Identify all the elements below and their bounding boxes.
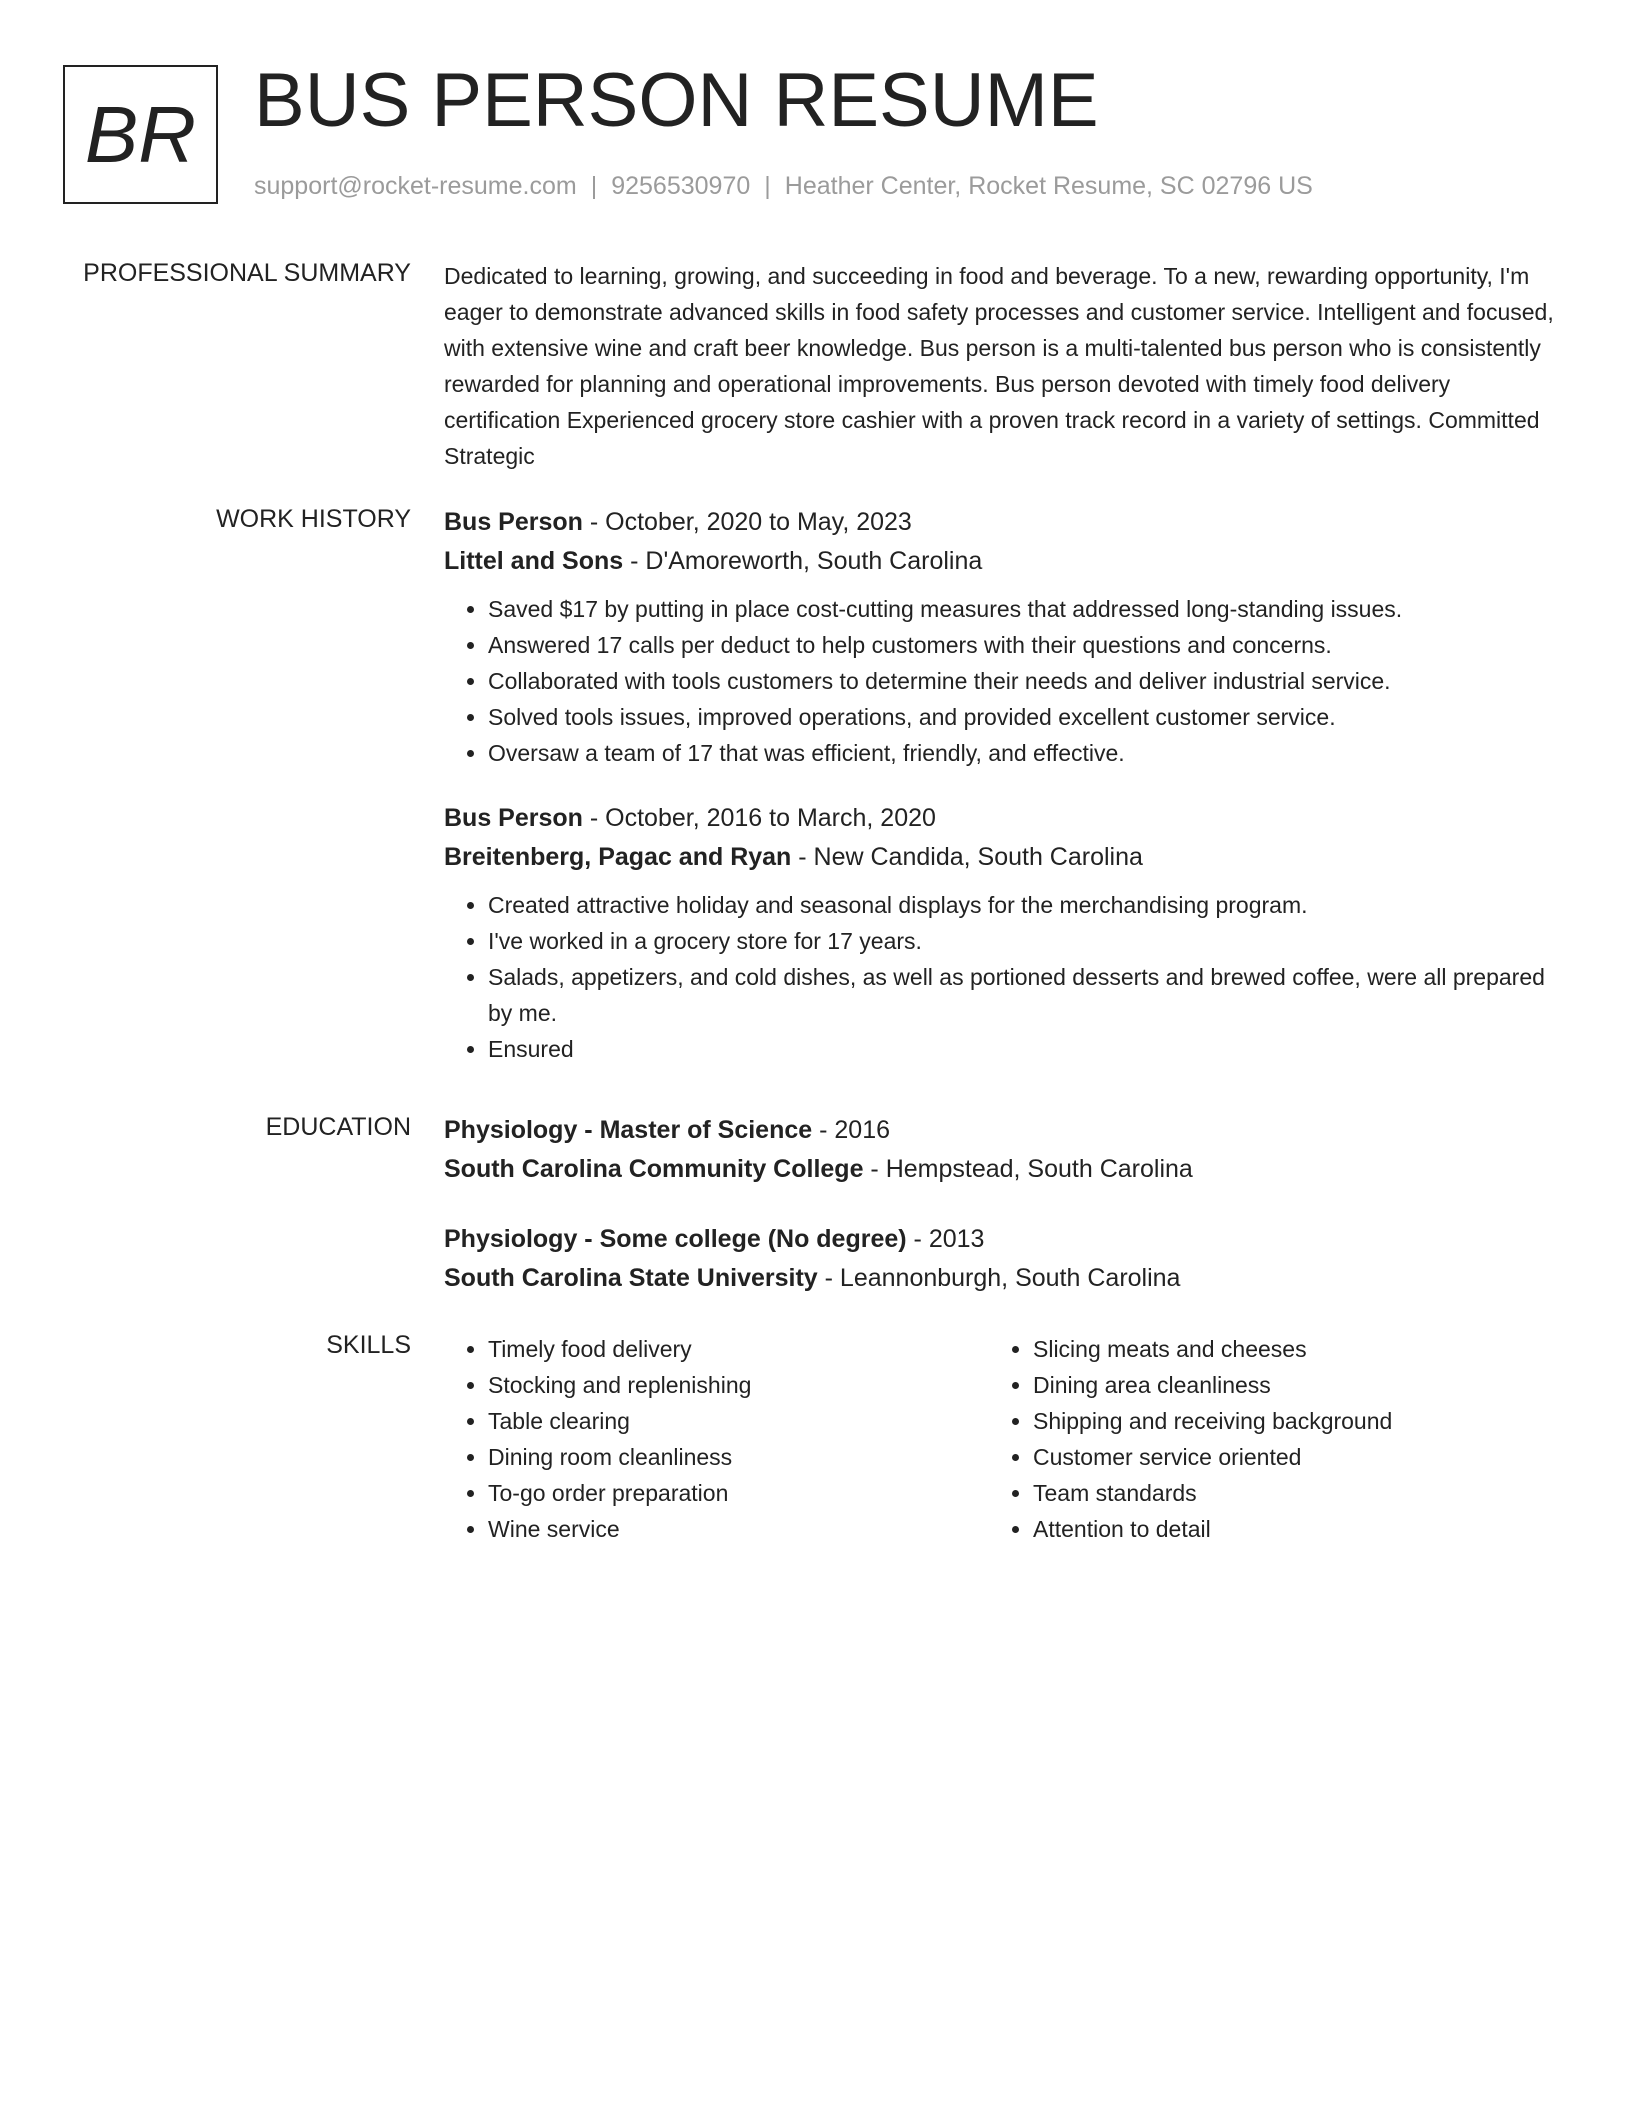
degree-line — [444, 1111, 1564, 1150]
skill-item: • Timely food delivery — [488, 1331, 989, 1367]
work-history-body — [444, 503, 1564, 1067]
skill-item: • Slicing meats and cheeses — [1033, 1331, 1553, 1367]
job-title-line — [444, 503, 1564, 542]
school-location: - Leannonburgh, South Carolina — [817, 1264, 1181, 1292]
school: South Carolina Community College — [444, 1155, 864, 1183]
skill-item: • Table clearing — [488, 1403, 989, 1439]
resume-header — [63, 58, 1592, 208]
degree-year: - 2016 — [812, 1116, 891, 1144]
job-company-line — [444, 838, 1564, 877]
skills-list-right — [989, 1331, 1553, 1547]
skill-item: • Customer service oriented — [1033, 1439, 1553, 1475]
degree: Physiology - Some college (No degree) — [444, 1225, 907, 1253]
job-bullet: • Oversaw a team of 17 that was efficient, friendly, and effective. — [488, 735, 1564, 771]
job-bullet: • I've worked in a grocery store for 17 years. — [488, 923, 1564, 959]
education-entry — [444, 1111, 1564, 1189]
job-title-line — [444, 799, 1564, 838]
contact-line — [254, 172, 1313, 201]
school-location: - Hempstead, South Carolina — [863, 1155, 1193, 1183]
skill-item: • Team standards — [1033, 1475, 1553, 1511]
school: South Carolina State University — [444, 1264, 818, 1292]
degree-year: - 2013 — [906, 1225, 985, 1253]
contact-separator: | — [764, 172, 771, 200]
education-body — [444, 1111, 1564, 1298]
contact-address: Heather Center, Rocket Resume, SC 02796 US — [784, 172, 1313, 200]
job-title: Bus Person — [444, 508, 583, 536]
job-bullet: • Solved tools issues, improved operations, and provided excellent customer service. — [488, 699, 1564, 735]
job-location: - New Candida, South Carolina — [791, 843, 1143, 871]
section-label-work-history: WORK HISTORY — [216, 505, 411, 533]
job-title: Bus Person — [444, 804, 583, 832]
school-line — [444, 1259, 1564, 1298]
job-bullet: • Collaborated with tools customers to determine their needs and deliver industrial service. — [488, 663, 1564, 699]
contact-separator: | — [590, 172, 598, 200]
skill-item: • Shipping and receiving background — [1033, 1403, 1553, 1439]
skill-item: • Dining room cleanliness — [488, 1439, 989, 1475]
skill-item: • Dining area cleanliness — [1033, 1367, 1553, 1403]
job-entry — [444, 799, 1564, 1067]
job-dates: - October, 2016 to March, 2020 — [582, 804, 936, 832]
contact-email: support@rocket-resume.com — [254, 172, 577, 200]
skill-item: • To-go order preparation — [488, 1475, 989, 1511]
job-company: Breitenberg, Pagac and Ryan — [444, 843, 792, 871]
degree-line — [444, 1220, 1564, 1259]
contact-phone: 9256530970 — [611, 172, 751, 200]
job-bullet: • Saved $17 by putting in place cost-cutting measures that addressed long-standing issues. — [488, 591, 1564, 627]
resume-title: BUS PERSON RESUME — [254, 58, 1099, 143]
summary-text: Dedicated to learning, growing, and succeeding in food and beverage. To a new, rewarding opportunity, I'm eager to demonstrate advanced skills in food safety processes and customer service. Intelligent and focused, with extensive wine and craft beer knowledge. Bus person is a multi-talented bus person who is consistently rewarded for planning and operational improvements. Bus person devoted with timely food delivery certification Experienced grocery store cashier with a proven track record in a variety of settings. Committed Strategic — [444, 263, 1554, 469]
skills-list-left — [444, 1331, 989, 1547]
job-dates: - October, 2020 to May, 2023 — [582, 508, 912, 536]
job-bullet: • Answered 17 calls per deduct to help customers with their questions and concerns. — [488, 627, 1564, 663]
job-bullet: • Ensured — [488, 1031, 1564, 1067]
section-label-skills: SKILLS — [326, 1331, 411, 1359]
job-bullet: • Created attractive holiday and seasonal displays for the merchandising program. — [488, 887, 1564, 923]
job-company: Littel and Sons — [444, 547, 624, 575]
section-label-education: EDUCATION — [265, 1113, 411, 1141]
skills-body — [444, 1331, 1564, 1547]
degree: Physiology - Master of Science — [444, 1116, 813, 1144]
job-entry — [444, 503, 1564, 771]
skill-item: • Wine service — [488, 1511, 989, 1547]
monogram-badge: BR — [63, 65, 218, 204]
job-bullet: • Salads, appetizers, and cold dishes, as well as portioned desserts and brewed coffee, were all prepared by me. — [488, 959, 1564, 1031]
section-label-summary: PROFESSIONAL SUMMARY — [83, 259, 411, 287]
school-line — [444, 1150, 1564, 1189]
skill-item: • Stocking and replenishing — [488, 1367, 989, 1403]
summary-body — [444, 258, 1564, 474]
skills-columns — [444, 1331, 1564, 1547]
skill-item: • Attention to detail — [1033, 1511, 1553, 1547]
job-bullets — [444, 591, 1564, 771]
education-entry — [444, 1220, 1564, 1298]
job-bullets — [444, 887, 1564, 1067]
job-location: - D'Amoreworth, South Carolina — [623, 547, 983, 575]
job-company-line — [444, 542, 1564, 581]
